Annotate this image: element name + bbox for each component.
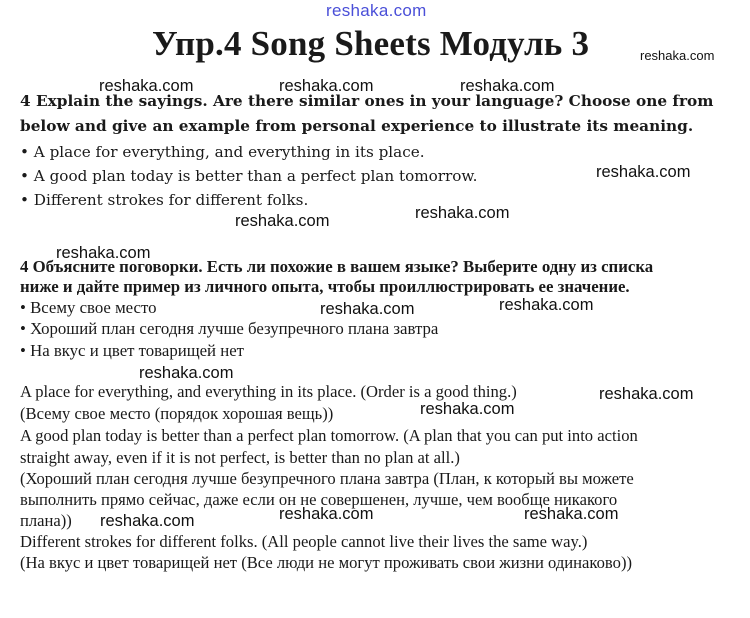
task-en-line-1: 4 Explain the sayings. Are there similar ones in your language? Choose one from	[20, 92, 714, 110]
watermark: reshaka.com	[415, 204, 510, 222]
task-ru-line-2: ниже и дайте пример из личного опыта, чтобы проиллюстрировать ее значение.	[20, 277, 630, 296]
watermark: reshaka.com	[99, 77, 194, 95]
task-ru-bullet: • На вкус и цвет товарищей нет	[20, 341, 244, 360]
answer-line: (Хороший план сегодня лучше безупречного плана завтра (План, к который вы можете	[20, 469, 634, 488]
watermark: reshaka.com	[420, 400, 515, 418]
answer-line: A good plan today is better than a perfect plan tomorrow. (A plan that you can put into action	[20, 426, 638, 445]
top-watermark: reshaka.com	[326, 1, 427, 20]
watermark: reshaka.com	[596, 163, 691, 181]
watermark: reshaka.com	[460, 77, 555, 95]
watermark: reshaka.com	[320, 300, 415, 318]
task-ru-bullet: • Хороший план сегодня лучше безупречного плана завтра	[20, 319, 439, 338]
watermark: reshaka.com	[599, 385, 694, 403]
answer-line: A place for everything, and everything in its place. (Order is a good thing.)	[20, 382, 517, 401]
watermark: reshaka.com	[524, 505, 619, 523]
task-en-bullet: • Different strokes for different folks.	[20, 191, 309, 209]
task-en-line-2: below and give an example from personal experience to illustrate its meaning.	[20, 117, 694, 135]
task-en-bullet: • A good plan today is better than a perfect plan tomorrow.	[20, 167, 478, 185]
watermark: reshaka.com	[56, 244, 151, 262]
answer-line: выполнить прямо сейчас, даже если он не совершенен, лучше, чем вообще никакого	[20, 490, 618, 509]
watermark: reshaka.com	[499, 296, 594, 314]
watermark: reshaka.com	[279, 77, 374, 95]
watermark: reshaka.com	[235, 212, 330, 230]
watermark: reshaka.com	[139, 364, 234, 382]
task-ru-line-1: 4 Объясните поговорки. Есть ли похожие в вашем языке? Выберите одну из списка	[20, 257, 654, 276]
answer-line: (Всему свое место (порядок хорошая вещь))	[20, 404, 334, 423]
answer-line: Different strokes for different folks. (All people cannot live their lives the same way.)	[20, 532, 588, 551]
task-en-bullet: • A place for everything, and everything in its place.	[20, 143, 425, 161]
task-ru-bullet: • Всему свое место	[20, 298, 157, 317]
answer-line: (На вкус и цвет товарищей нет (Все люди не могут проживать свои жизни одинаково))	[20, 553, 633, 572]
answer-line: straight away, even if it is not perfect, is better than no plan at all.)	[20, 448, 460, 467]
watermark: reshaka.com	[100, 512, 195, 530]
watermark: reshaka.com	[640, 48, 715, 63]
answer-line: плана))	[20, 511, 72, 530]
page-title: Упр.4 Song Sheets Модуль 3	[152, 24, 590, 63]
watermark: reshaka.com	[279, 505, 374, 523]
